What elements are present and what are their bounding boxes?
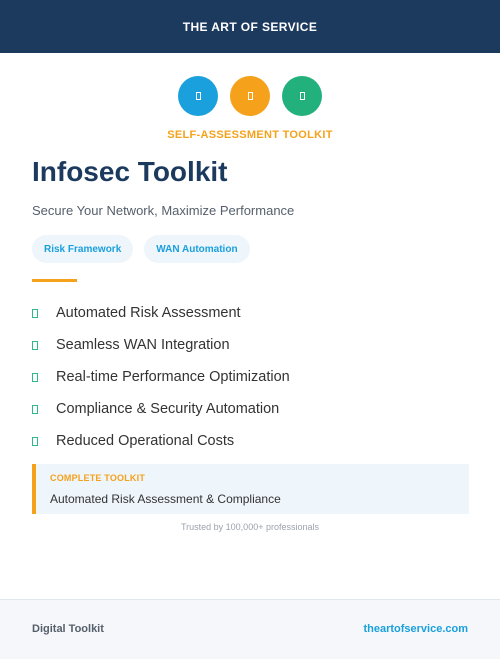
icon-row	[0, 76, 500, 116]
page-subtitle: Secure Your Network, Maximize Performance	[32, 203, 295, 218]
check-icon	[32, 309, 38, 318]
toolkit-kicker: SELF-ASSESSMENT TOOLKIT	[167, 129, 333, 141]
brand-title: THE ART OF SERVICE	[182, 19, 318, 34]
feature-item	[32, 297, 290, 329]
feature-label: Reduced Operational Costs	[56, 433, 235, 449]
feature-label: Automated Risk Assessment	[56, 305, 241, 321]
page-title: Infosec Toolkit	[32, 156, 228, 187]
check-icon	[32, 405, 38, 414]
orange-badge-icon	[230, 76, 270, 116]
trust-note: Trusted by 100,000+ professionals	[180, 522, 319, 532]
accent-divider	[32, 279, 77, 282]
feature-label: Seamless WAN Integration	[56, 337, 230, 353]
footer-label: Digital Toolkit	[32, 623, 104, 635]
feature-label: Real-time Performance Optimization	[56, 369, 290, 385]
tag-list	[32, 235, 250, 263]
check-icon	[32, 373, 38, 382]
green-badge-icon	[282, 76, 322, 116]
complete-toolkit-callout	[32, 464, 469, 514]
check-icon	[32, 341, 38, 350]
tag-wan-automation: WAN Automation	[144, 235, 249, 263]
feature-item	[32, 425, 290, 457]
feature-label: Compliance & Security Automation	[56, 401, 280, 417]
feature-item	[32, 393, 290, 425]
check-icon	[32, 437, 38, 446]
callout-label: COMPLETE TOOLKIT	[50, 473, 146, 483]
feature-list	[32, 297, 290, 457]
blue-badge-icon	[178, 76, 218, 116]
footer	[0, 599, 500, 659]
callout-text: Automated Risk Assessment & Compliance	[50, 492, 281, 506]
header-bar	[0, 0, 500, 53]
tag-risk-framework: Risk Framework	[32, 235, 133, 263]
feature-item	[32, 329, 290, 361]
feature-item	[32, 361, 290, 393]
website-link[interactable]: theartofservice.com	[363, 623, 468, 635]
